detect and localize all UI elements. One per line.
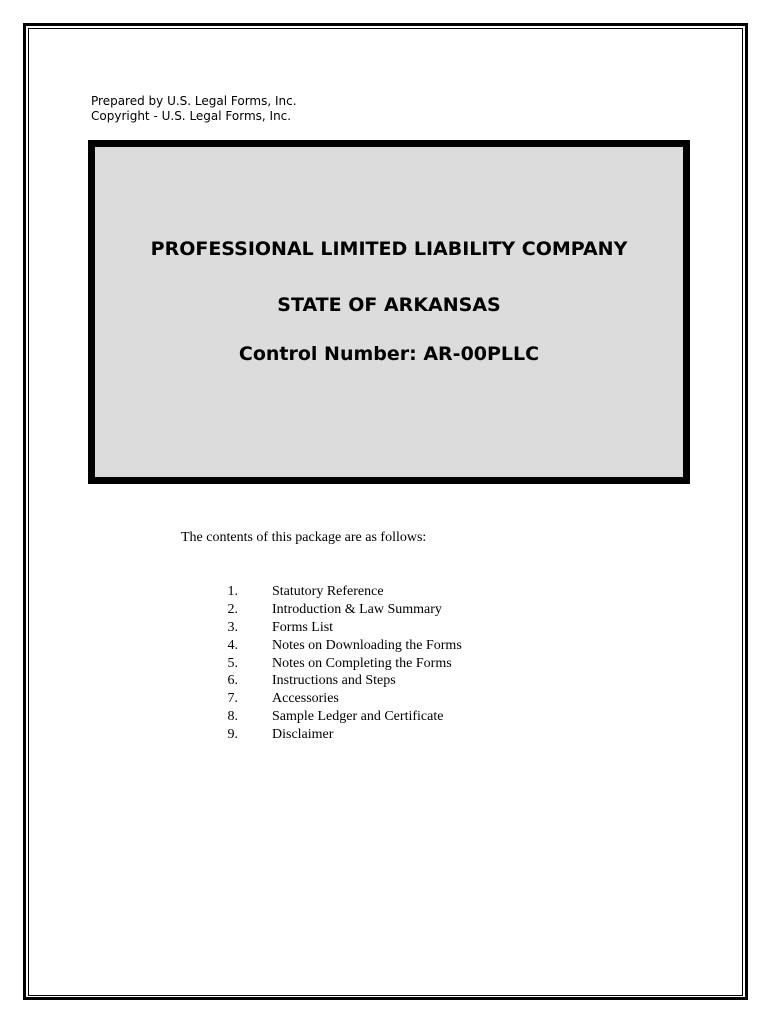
copyright-text: Copyright - U.S. Legal Forms, Inc. [91,109,292,123]
list-item-number: 2. [227,601,238,617]
prepared-by-block [91,94,297,124]
contents-intro: The contents of this package are as follows: [181,530,427,545]
list-item-label: Disclaimer [272,727,334,743]
list-item [200,708,444,726]
list-item-number: 7. [227,691,238,707]
list-item-number: 1. [227,584,238,599]
control-number: Control Number: AR-00PLLC [238,343,540,365]
list-item-label: Introduction & Law Summary [272,601,442,617]
list-item-number: 4. [227,637,238,653]
list-item-label: Notes on Completing the Forms [272,655,452,671]
list-item-label: Instructions and Steps [272,673,396,689]
list-item-label: Notes on Downloading the Forms [272,637,462,653]
prepared-by-text: Prepared by U.S. Legal Forms, Inc. [91,94,297,108]
title-box [88,140,690,484]
list-item-number: 6. [227,673,238,689]
list-item [200,690,339,708]
list-item [200,619,334,637]
list-item-label: Accessories [272,691,339,707]
list-item-label: Statutory Reference [272,584,384,599]
list-item [200,672,396,690]
list-item [200,583,384,601]
list-item-label: Sample Ledger and Certificate [272,709,444,725]
document-title: PROFESSIONAL LIMITED LIABILITY COMPANY [150,238,628,260]
contents-list [200,583,462,744]
list-item-number: 5. [227,655,238,671]
list-item [200,655,452,673]
list-item [200,601,442,619]
state-title: STATE OF ARKANSAS [277,294,501,316]
list-item-number: 3. [227,619,238,635]
list-item [200,726,334,744]
list-item-label: Forms List [272,619,334,635]
list-item-number: 9. [227,727,238,743]
list-item [200,637,462,655]
list-item-number: 8. [227,709,238,725]
